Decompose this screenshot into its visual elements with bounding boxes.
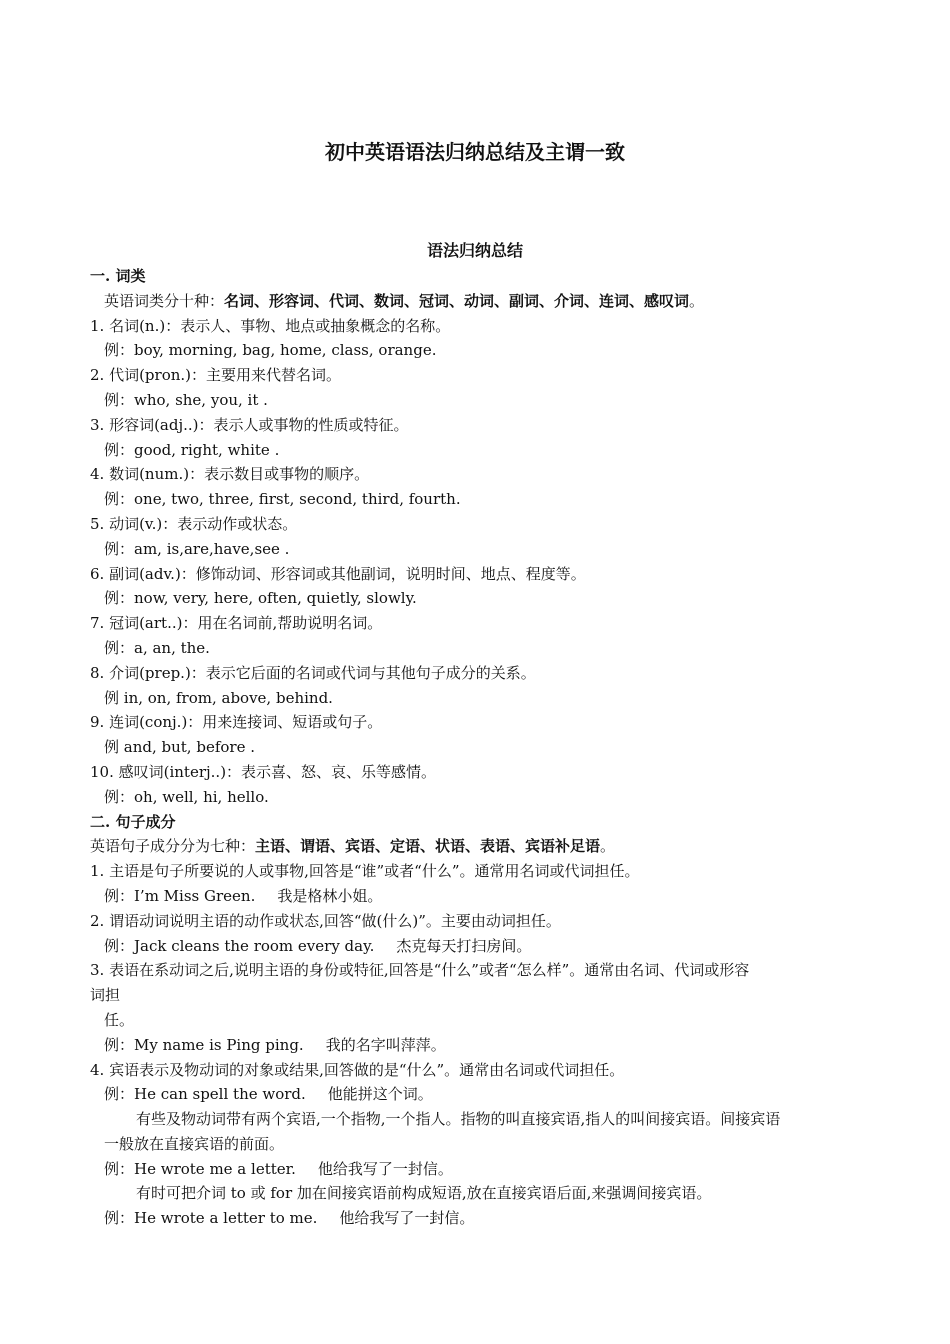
example-chinese: 我的名字叫萍萍。 bbox=[325, 1035, 446, 1054]
example-item: 例 in, on, from, above, behind. bbox=[104, 688, 333, 707]
example-item: 例：oh, well, hi, hello. bbox=[104, 787, 269, 806]
example-english: 例：I’m Miss Green. bbox=[104, 886, 256, 905]
example-line bbox=[90, 1206, 860, 1231]
definition-item: 8. 介词(prep.)：表示它后面的名词或代词与其他句子成分的关系。 bbox=[90, 663, 536, 682]
sentence-parts-intro bbox=[90, 834, 860, 859]
predicative-paragraph-line: 3. 表语在系动词之后,说明主语的身份或特征,回答是“什么”或者“怎么样”。通常由名词、代词或形容 bbox=[90, 961, 750, 980]
example-english: 例：He can spell the word. bbox=[104, 1085, 306, 1104]
example-chinese: 我是格林小姐。 bbox=[277, 886, 383, 905]
example-item: 例 and, but, before . bbox=[104, 738, 255, 757]
example-chinese: 杰克每天打扫房间。 bbox=[396, 936, 532, 955]
intro-bold-list: 名词、形容词、代词、数词、冠词、动词、副词、介词、连词、感叹词 bbox=[224, 291, 690, 310]
definition-item: 3. 形容词(adj..)：表示人或事物的性质或特征。 bbox=[90, 415, 409, 434]
subject-paragraph: 1. 主语是句子所要说的人或事物,回答是“谁”或者“什么”。通常用名词或代词担任。 bbox=[90, 862, 640, 881]
example-item: 例：good, right, white . bbox=[104, 440, 280, 459]
example-chinese: 他能拼这个词。 bbox=[327, 1085, 433, 1104]
example-line bbox=[90, 884, 860, 909]
predicate-paragraph: 2. 谓语动词说明主语的动作或状态,回答“做(什么)”。主要由动词担任。 bbox=[90, 911, 561, 930]
example-english: 例：He wrote a letter to me. bbox=[104, 1209, 318, 1228]
definition-item: 5. 动词(v.)：表示动作或状态。 bbox=[90, 514, 298, 533]
object-note-line: 有时可把介词 to 或 for 加在间接宾语前构成短语,放在直接宾语后面,来强调间接宾语。 bbox=[136, 1184, 712, 1203]
section-heading-word-classes: 一. 词类 bbox=[90, 267, 146, 285]
example-item: 例：am, is,are,have,see . bbox=[104, 539, 290, 558]
example-chinese: 他给我写了一封信。 bbox=[339, 1209, 475, 1228]
section-subtitle: 语法归纳总结 bbox=[426, 241, 523, 260]
document-title: 初中英语语法归纳总结及主谓一致 bbox=[325, 140, 625, 164]
word-classes-intro bbox=[90, 289, 860, 314]
example-item: 例：a, an, the. bbox=[104, 638, 210, 657]
predicative-paragraph-line: 词担 bbox=[90, 986, 121, 1005]
object-note-line: 有些及物动词带有两个宾语,一个指物,一个指人。指物的叫直接宾语,指人的叫间接宾语。间接宾语 bbox=[136, 1110, 781, 1129]
example-item: 例：one, two, three, first, second, third, fourth. bbox=[104, 490, 461, 509]
definition-item: 7. 冠词(art..)：用在名词前,帮助说明名词。 bbox=[90, 614, 383, 633]
object-note-line: 一般放在直接宾语的前面。 bbox=[104, 1134, 285, 1153]
example-line bbox=[90, 1082, 860, 1107]
example-line bbox=[90, 1033, 860, 1058]
definition-item: 2. 代词(pron.)：主要用来代替名词。 bbox=[90, 366, 342, 385]
intro-suffix: 。 bbox=[600, 837, 616, 856]
intro-text: 英语句子成分分为七种： bbox=[90, 837, 256, 856]
example-line bbox=[90, 934, 860, 959]
section-heading-sentence-parts: 二. 句子成分 bbox=[90, 812, 176, 831]
definition-item: 1. 名词(n.)：表示人、事物、地点或抽象概念的名称。 bbox=[90, 316, 451, 335]
example-english: 例：My name is Ping ping. bbox=[104, 1035, 304, 1054]
example-chinese: 他给我写了一封信。 bbox=[317, 1159, 453, 1178]
intro-text: 英语词类分十种： bbox=[104, 291, 225, 310]
document-page bbox=[90, 136, 860, 1231]
example-english: 例：He wrote me a letter. bbox=[104, 1159, 296, 1178]
example-english: 例：Jack cleans the room every day. bbox=[104, 936, 375, 955]
predicative-paragraph-line: 任。 bbox=[104, 1010, 135, 1029]
intro-suffix: 。 bbox=[689, 291, 705, 310]
example-item: 例：now, very, here, often, quietly, slowly. bbox=[104, 589, 417, 608]
example-item: 例：who, she, you, it . bbox=[104, 390, 268, 409]
example-line bbox=[90, 1157, 860, 1182]
intro-bold-list: 主语、谓语、宾语、定语、状语、表语、宾语补足语 bbox=[255, 837, 601, 856]
definition-item: 9. 连词(conj.)：用来连接词、短语或句子。 bbox=[90, 713, 383, 732]
example-item: 例：boy, morning, bag, home, class, orange. bbox=[104, 341, 437, 360]
definition-item: 6. 副词(adv.)：修饰动词、形容词或其他副词，说明时间、地点、程度等。 bbox=[90, 564, 586, 583]
definition-item: 10. 感叹词(interj..)：表示喜、怒、哀、乐等感情。 bbox=[90, 762, 437, 781]
object-paragraph: 4. 宾语表示及物动词的对象或结果,回答做的是“什么”。通常由名词或代词担任。 bbox=[90, 1060, 625, 1079]
definition-item: 4. 数词(num.)：表示数目或事物的顺序。 bbox=[90, 465, 370, 484]
